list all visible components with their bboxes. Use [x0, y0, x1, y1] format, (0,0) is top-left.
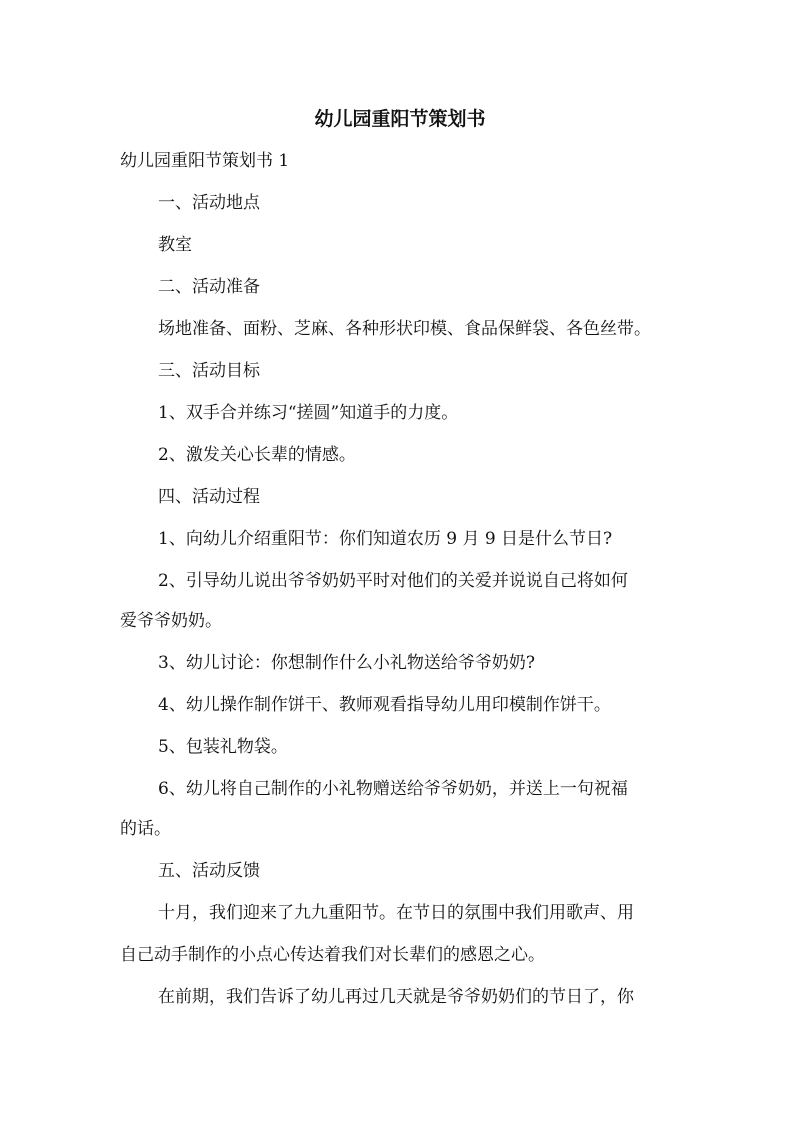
paragraph-line: 6、幼儿将自己制作的小礼物赠送给爷爷奶奶，并送上一句祝福	[158, 779, 628, 799]
paragraph-line: 自己动手制作的小点心传达着我们对长辈们的感恩之心。	[120, 945, 545, 965]
paragraph-line: 5、包装礼物袋。	[158, 737, 288, 757]
section-heading: 四、活动过程	[158, 487, 260, 507]
section-heading: 三、活动目标	[158, 361, 260, 381]
subtitle-line: 幼儿园重阳节策划书 1	[120, 151, 290, 171]
document-title: 幼儿园重阳节策划书	[314, 108, 486, 130]
section-heading: 五、活动反馈	[158, 861, 260, 881]
paragraph-line: 3、幼儿讨论：你想制作什么小礼物送给爷爷奶奶?	[158, 653, 535, 673]
paragraph-line: 场地准备、面粉、芝麻、各种形状印模、食品保鲜袋、各色丝带。	[158, 319, 651, 339]
paragraph-line: 在前期，我们告诉了幼儿再过几天就是爷爷奶奶们的节日了，你	[158, 987, 634, 1007]
section-heading: 二、活动准备	[158, 277, 260, 297]
paragraph-line: 的话。	[120, 819, 171, 839]
section-heading: 一、活动地点	[158, 193, 260, 213]
paragraph-line: 教室	[158, 235, 192, 255]
paragraph-line: 2、激发关心长辈的情感。	[158, 445, 356, 465]
paragraph-line: 1、向幼儿介绍重阳节：你们知道农历 9 月 9 日是什么节日?	[158, 529, 613, 549]
paragraph-line: 爱爷爷奶奶。	[120, 611, 222, 631]
paragraph-line: 1、双手合并练习“搓圆”知道手的力度。	[158, 403, 459, 423]
paragraph-line: 2、引导幼儿说出爷爷奶奶平时对他们的关爱并说说自己将如何	[158, 571, 628, 591]
paragraph-line: 十月，我们迎来了九九重阳节。在节日的氛围中我们用歌声、用	[158, 903, 634, 923]
paragraph-line: 4、幼儿操作制作饼干、教师观看指导幼儿用印模制作饼干。	[158, 695, 611, 715]
